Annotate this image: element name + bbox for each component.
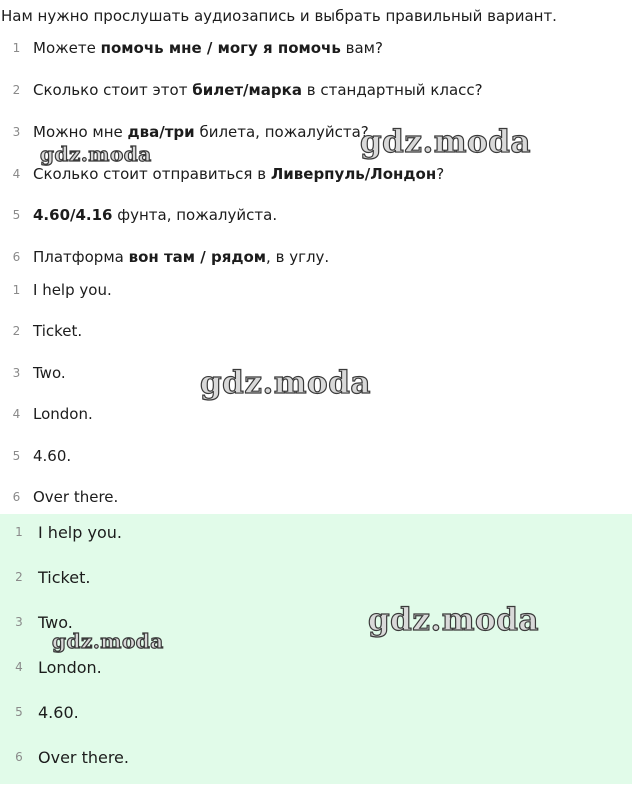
question-text: Платформа вон там / рядом, в углу. [33, 248, 330, 266]
options-bold: вон там / рядом [128, 248, 267, 266]
answer-item [0, 278, 112, 302]
item-number: 2 [12, 83, 21, 97]
item-number: 6 [12, 490, 21, 504]
watermark: gdz.moda [52, 629, 164, 653]
options-bold: два/три [127, 123, 195, 141]
answer-item [0, 319, 82, 343]
answer-text: Two. [33, 364, 66, 382]
task-instruction: Нам нужно прослушать аудиозапись и выбрать правильный вариант. [1, 7, 557, 25]
question-item [0, 203, 277, 227]
answer-box [0, 514, 632, 784]
green-answer-item [0, 700, 79, 724]
watermark: gdz.moda [368, 602, 539, 638]
item-number: 3 [15, 615, 23, 629]
watermark: gdz.moda [360, 124, 531, 160]
question-item [0, 78, 483, 102]
answer-item [0, 444, 71, 468]
green-answer-item [0, 655, 102, 679]
options-bold: 4.60/4.16 [33, 206, 113, 224]
item-number: 3 [12, 366, 21, 380]
options-bold: помочь мне / могу я помочь [100, 39, 341, 57]
item-number: 2 [12, 324, 21, 338]
answer-text: Ticket. [38, 567, 91, 587]
options-bold: билет/марка [192, 81, 302, 99]
item-number: 6 [15, 750, 23, 764]
watermark: gdz.moda [40, 142, 152, 166]
item-number: 1 [12, 41, 21, 55]
item-number: 1 [15, 525, 23, 539]
question-item [0, 120, 369, 144]
answer-item [0, 402, 93, 426]
watermark: gdz.moda [200, 365, 371, 401]
green-answer-item [0, 520, 122, 544]
item-number: 2 [15, 570, 23, 584]
answer-text: London. [33, 405, 93, 423]
question-item [0, 36, 383, 60]
answer-text: I help you. [38, 522, 122, 542]
item-number: 5 [12, 449, 21, 463]
answer-text: 4.60. [38, 702, 79, 722]
answer-text: 4.60. [33, 447, 72, 465]
options-bold: Ливерпуль/Лондон [270, 165, 437, 183]
question-text: Сколько стоит отправиться в Ливерпуль/Лондон? [33, 165, 445, 183]
answer-item [0, 361, 66, 385]
answer-text: London. [38, 657, 102, 677]
question-text: 4.60/4.16 фунта, пожалуйста. [33, 206, 278, 224]
answer-text: Over there. [38, 747, 129, 767]
item-number: 4 [12, 167, 21, 181]
answer-text: I help you. [33, 281, 112, 299]
green-answer-item [0, 745, 129, 769]
answer-text: Two. [38, 612, 73, 632]
item-number: 5 [15, 705, 23, 719]
item-number: 5 [12, 208, 21, 222]
answer-text: Over there. [33, 488, 119, 506]
item-number: 4 [12, 407, 21, 421]
question-item [0, 245, 329, 269]
question-text: Сколько стоит этот билет/марка в стандартный класс? [33, 81, 483, 99]
item-number: 4 [15, 660, 23, 674]
item-number: 3 [12, 125, 21, 139]
item-number: 1 [12, 283, 21, 297]
question-item [0, 162, 444, 186]
question-text: Можете помочь мне / могу я помочь вам? [33, 39, 383, 57]
green-answer-item [0, 610, 73, 634]
green-answer-item [0, 565, 90, 589]
item-number: 6 [12, 250, 21, 264]
question-text: Можно мне два/три билета, пожалуйста? [33, 123, 369, 141]
answer-text: Ticket. [33, 322, 83, 340]
answer-item [0, 485, 118, 509]
